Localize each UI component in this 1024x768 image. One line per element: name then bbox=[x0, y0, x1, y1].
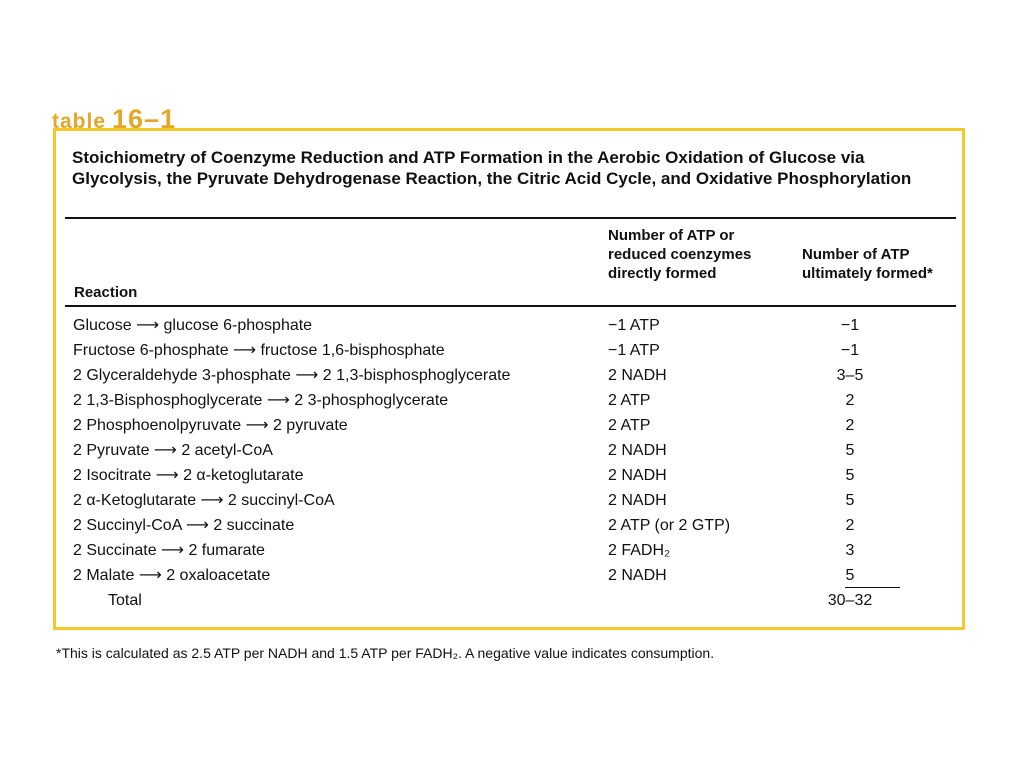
reaction-cell: 2 α-Ketoglutarate ⟶ 2 succinyl-CoA bbox=[73, 492, 335, 509]
table-row bbox=[0, 413, 1024, 438]
direct-cell: 2 NADH bbox=[608, 442, 667, 459]
ultimate-cell: 2 bbox=[845, 417, 855, 434]
ultimate-cell: −1 bbox=[840, 317, 860, 334]
table-row bbox=[0, 513, 1024, 538]
direct-cell: 2 ATP bbox=[608, 417, 651, 434]
direct-cell: −1 ATP bbox=[608, 317, 660, 334]
direct-cell: 2 NADH bbox=[608, 567, 667, 584]
ultimate-cell: 5 bbox=[845, 567, 855, 584]
table-row bbox=[0, 563, 1024, 588]
ultimate-cell: 5 bbox=[845, 442, 855, 459]
table-label-word: table bbox=[52, 110, 107, 133]
header-reaction: Reaction bbox=[74, 284, 138, 301]
sum-rule bbox=[845, 587, 900, 588]
table-number: 16–1 bbox=[112, 104, 177, 134]
table-row bbox=[0, 313, 1024, 338]
reaction-cell: 2 Glyceraldehyde 3-phosphate ⟶ 2 1,3-bisphosphoglycerate bbox=[73, 367, 511, 384]
reaction-cell: 2 1,3-Bisphosphoglycerate ⟶ 2 3-phosphoglycerate bbox=[73, 392, 449, 409]
header-rule bbox=[65, 305, 956, 307]
table-row bbox=[0, 363, 1024, 388]
table-body bbox=[0, 313, 1024, 613]
ultimate-cell: 3–5 bbox=[836, 367, 864, 384]
table-row bbox=[0, 463, 1024, 488]
table-caption: Stoichiometry of Coenzyme Reduction and ATP Formation in the Aerobic Oxidation of Glucose via Glycolysis, the Pyruvate Dehydrogenase Reaction, the Citric Acid Cycle, and Oxidative Phosphorylation bbox=[72, 148, 912, 188]
reaction-cell: 2 Phosphoenolpyruvate ⟶ 2 pyruvate bbox=[73, 417, 348, 434]
top-rule bbox=[65, 217, 956, 219]
direct-cell: −1 ATP bbox=[608, 342, 660, 359]
table-row bbox=[0, 438, 1024, 463]
direct-cell: 2 NADH bbox=[608, 492, 667, 509]
header-direct: Number of ATP or reduced coenzymes directly formed bbox=[608, 227, 752, 282]
direct-cell: 2 ATP (or 2 GTP) bbox=[608, 517, 731, 534]
direct-cell: 2 FADH₂ bbox=[608, 542, 671, 559]
ultimate-cell: 3 bbox=[845, 542, 855, 559]
direct-cell: 2 NADH bbox=[608, 467, 667, 484]
table-row bbox=[0, 388, 1024, 413]
ultimate-cell: 5 bbox=[845, 492, 855, 509]
reaction-cell: 2 Malate ⟶ 2 oxaloacetate bbox=[73, 567, 271, 584]
reaction-cell: 2 Succinate ⟶ 2 fumarate bbox=[73, 542, 265, 559]
reaction-cell: Glucose ⟶ glucose 6-phosphate bbox=[73, 317, 313, 334]
table-row bbox=[0, 338, 1024, 363]
direct-cell: 2 ATP bbox=[608, 392, 651, 409]
direct-cell: 2 NADH bbox=[608, 367, 667, 384]
ultimate-cell: 2 bbox=[845, 517, 855, 534]
table-row bbox=[0, 538, 1024, 563]
reaction-cell: 2 Isocitrate ⟶ 2 α-ketoglutarate bbox=[73, 467, 304, 484]
reaction-cell: 2 Pyruvate ⟶ 2 acetyl-CoA bbox=[73, 442, 273, 459]
ultimate-cell: −1 bbox=[840, 342, 860, 359]
reaction-cell: 2 Succinyl-CoA ⟶ 2 succinate bbox=[73, 517, 295, 534]
total-value: 30–32 bbox=[827, 592, 873, 609]
ultimate-cell: 2 bbox=[845, 392, 855, 409]
total-row bbox=[0, 588, 1024, 613]
table-row bbox=[0, 488, 1024, 513]
reaction-cell: Fructose 6-phosphate ⟶ fructose 1,6-bisphosphate bbox=[73, 342, 445, 359]
total-label: Total bbox=[108, 592, 142, 609]
header-ultimate: Number of ATP ultimately formed* bbox=[802, 246, 933, 282]
table-footnote: *This is calculated as 2.5 ATP per NADH and 1.5 ATP per FADH₂. A negative value indicates consumption. bbox=[56, 645, 715, 661]
ultimate-cell: 5 bbox=[845, 467, 855, 484]
